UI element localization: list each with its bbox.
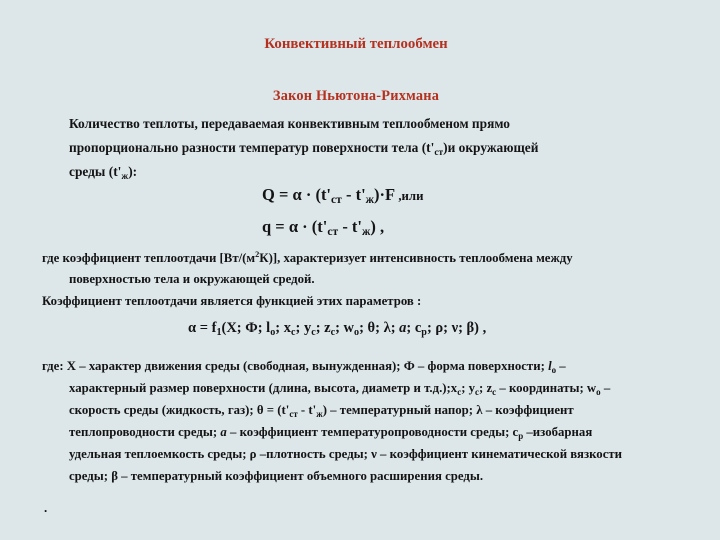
- formula-q-specific: $q = \alpha \cdot (t'_{ст} - t'_ж)$ ,: [262, 217, 385, 238]
- intro-line-3: среды $(t'_ж)$:: [69, 164, 138, 182]
- formula-alpha-function: $\alpha = f_1(X$; Ф; $l_о$; $x_c$; $y_c$; $z_c$; $w_o$; θ; λ; a; $c_p$; ρ; ν; β) ,: [188, 320, 487, 338]
- where-params-line-1: где: Х – характер движения среды (свободная, вынужденная); Ф – форма поверхности; $l_о$ –: [42, 359, 566, 375]
- intro-line-2: пропорционально разности температур поверхности тела $(t'_{ст})и$ окружающей: [69, 140, 539, 158]
- function-text: Коэффициент теплоотдачи является функцией этих параметров :: [42, 294, 422, 308]
- where-alpha-line-2: поверхностью тела и окружающей средой.: [69, 272, 315, 286]
- slide-title: Конвективный теплообмен: [264, 36, 448, 52]
- where-params-line-2: характерный размер поверхности (длина, высота, диаметр и $т.д.);x_c$; $y_c$; $z_c$ – координаты; $w_o$ –: [69, 381, 611, 397]
- where-alpha-line-1: где коэффициент теплоотдачи $[Вт/(м^2К)]$, характеризует интенсивность теплообмена между: [42, 250, 573, 265]
- where-params-line-6: среды; β – температурный коэффициент объемного расширения среды.: [69, 469, 484, 483]
- where-params-line-4: теплопроводности среды; а – коэффициент температуропроводности среды; $c_p$ –изобарная: [69, 425, 593, 441]
- trailing-dot: .: [44, 501, 48, 515]
- law-title: Закон Ньютона-Рихмана: [272, 88, 440, 104]
- where-params-line-5: удельная теплоемкость среды; ρ –плотность среды; ν – коэффициент кинематической вязкости: [69, 447, 623, 461]
- formula-q-total: $Q = \alpha \cdot (t'_{ст} - t'_ж)\cdot F$ ,или: [262, 185, 424, 206]
- where-params-line-3: скорость среды (жидкость, газ); $\theta = (t'_{ст} - t'_ж)$ – температурный напор; λ – коэффициент: [69, 403, 574, 419]
- intro-line-1: Количество теплоты, передаваемая конвективным теплообменом прямо: [69, 116, 510, 131]
